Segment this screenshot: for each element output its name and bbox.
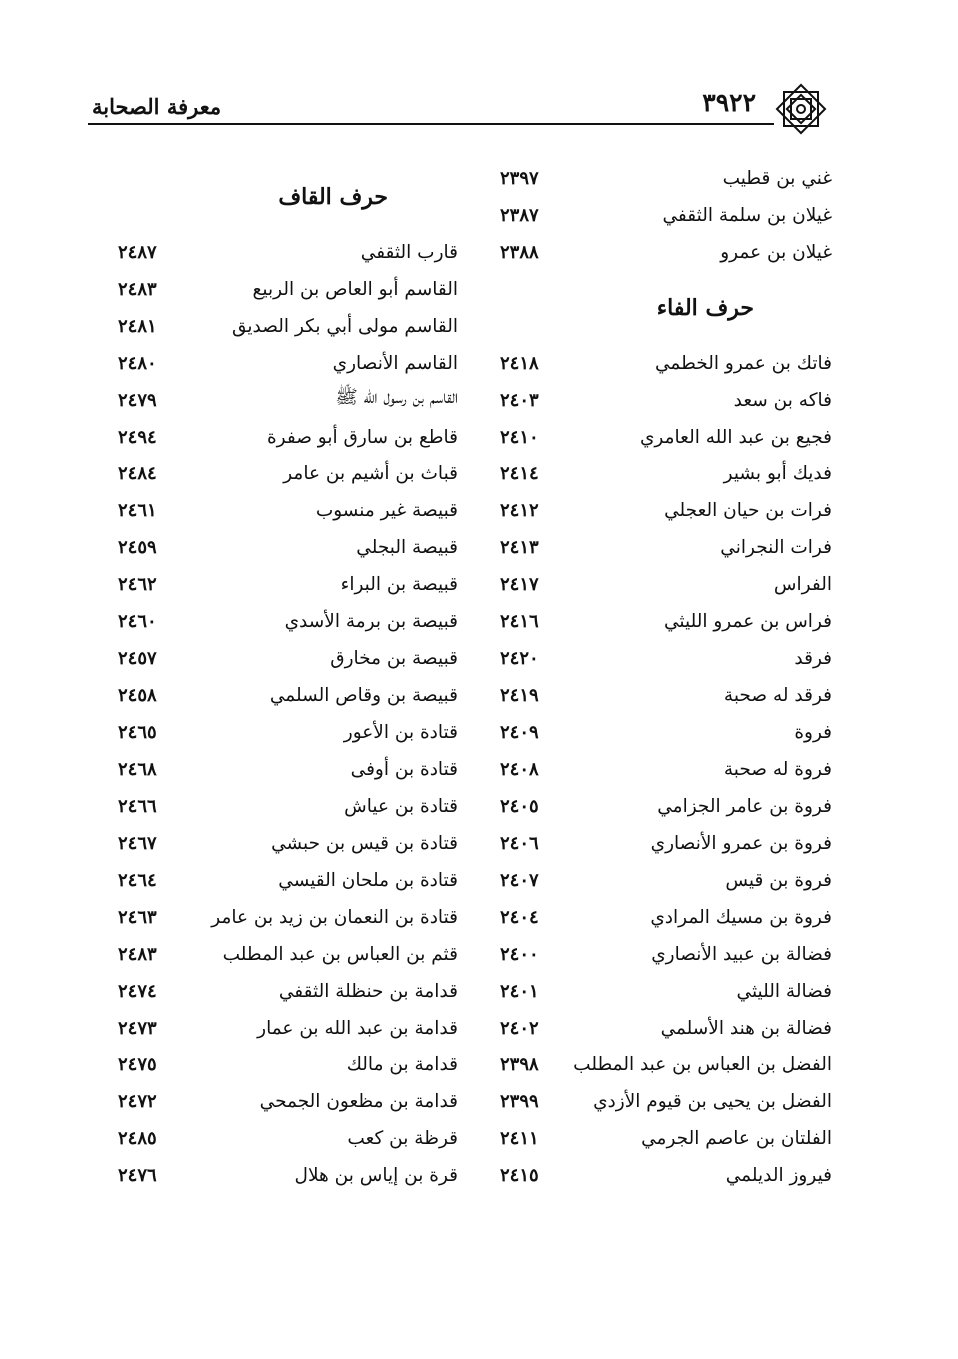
entry-number: ٢٤٨٧ bbox=[118, 241, 157, 263]
left-column bbox=[118, 160, 458, 1194]
entry-name: القاسم الأنصاري bbox=[332, 352, 458, 374]
entry-name: غيلان بن عمرو bbox=[720, 241, 832, 263]
list-item bbox=[500, 640, 832, 677]
entry-name: قارب الثقفي bbox=[360, 241, 458, 263]
entry-number: ٢٤٦٣ bbox=[118, 906, 157, 928]
list-item bbox=[118, 419, 458, 456]
entry-number: ٢٤١٨ bbox=[500, 352, 539, 374]
list-item bbox=[118, 492, 458, 529]
entry-number: ٢٤٦٤ bbox=[118, 869, 157, 891]
list-item bbox=[118, 456, 458, 493]
list-item bbox=[500, 1083, 832, 1120]
list-item bbox=[118, 973, 458, 1010]
entry-name: قبيصة غير منسوب bbox=[315, 500, 458, 522]
entry-number: ٢٤٧٥ bbox=[118, 1054, 157, 1076]
list-item bbox=[118, 1083, 458, 1120]
list-item bbox=[500, 419, 832, 456]
entry-name: قثم بن العباس بن عبد المطلب bbox=[222, 943, 458, 965]
entry-name: القاسم مولى أبي بكر الصديق bbox=[231, 315, 458, 337]
list-item bbox=[118, 1157, 458, 1194]
list-item bbox=[118, 936, 458, 973]
entry-name: فاتك بن عمرو الخطمي bbox=[655, 352, 832, 374]
entry-name: قتادة بن ملحان القيسي bbox=[278, 869, 458, 891]
entry-name: قرظة بن كعب bbox=[347, 1128, 458, 1150]
entry-number: ٢٤٠٠ bbox=[500, 943, 539, 965]
entry-number: ٢٤١٦ bbox=[500, 611, 539, 633]
page-number: ٣٩٢٢ bbox=[702, 88, 756, 117]
list-item bbox=[118, 1120, 458, 1157]
list-item bbox=[118, 1047, 458, 1084]
entry-number: ٢٤٦١ bbox=[118, 500, 157, 522]
entry-number: ٢٤٨٤ bbox=[118, 463, 157, 485]
entry-name: فرقد bbox=[794, 648, 832, 670]
entry-name: قدامة بن مظعون الجمحي bbox=[259, 1091, 458, 1113]
list-item bbox=[500, 899, 832, 936]
list-item bbox=[118, 529, 458, 566]
entry-number: ٢٤٠٤ bbox=[500, 906, 539, 928]
list-item bbox=[118, 603, 458, 640]
entry-name: قتادة بن الأعور bbox=[343, 722, 458, 744]
entry-name: فروة بن عامر الجزامي bbox=[657, 795, 832, 817]
entry-name: قدامة بن حنظلة الثقفي bbox=[278, 980, 458, 1002]
list-item bbox=[118, 308, 458, 345]
entry-number: ٢٤٠٦ bbox=[500, 832, 539, 854]
entry-number: ٢٤٦٦ bbox=[118, 795, 157, 817]
entry-name: فاكه بن سعد bbox=[733, 389, 832, 411]
entry-number: ٢٤٠٥ bbox=[500, 795, 539, 817]
right-column bbox=[500, 160, 832, 1194]
book-title: معرفة الصحابة bbox=[92, 94, 222, 119]
entry-number: ٢٤١٠ bbox=[500, 426, 539, 448]
entry-name: فضالة الليثي bbox=[736, 980, 832, 1002]
entry-name: فديك أبو بشير bbox=[723, 463, 832, 485]
entry-number: ٢٤٧٢ bbox=[118, 1091, 157, 1113]
list-item bbox=[500, 345, 832, 382]
entry-name: غيلان بن سلمة الثقفي bbox=[662, 204, 832, 226]
entry-name: فضالة بن عبيد الأنصاري bbox=[651, 943, 832, 965]
entry-name: قتادة بن أوفى bbox=[350, 758, 458, 780]
entry-name: فيروز الديلمي bbox=[725, 1165, 832, 1187]
entry-number: ٢٤٨٥ bbox=[118, 1128, 157, 1150]
list-item bbox=[118, 825, 458, 862]
entry-number: ٢٤٠١ bbox=[500, 980, 539, 1002]
list-item bbox=[500, 677, 832, 714]
list-item bbox=[500, 160, 832, 197]
entry-name: غني بن قطيب bbox=[722, 167, 832, 189]
entry-number: ٢٤٦٧ bbox=[118, 832, 157, 854]
entry-number: ٢٤٨٠ bbox=[118, 352, 157, 374]
list-item bbox=[500, 1120, 832, 1157]
entry-number: ٢٤٦٨ bbox=[118, 758, 157, 780]
entry-number: ٢٤٨٣ bbox=[118, 278, 157, 300]
list-item bbox=[500, 825, 832, 862]
list-item bbox=[118, 640, 458, 677]
entry-name: قاطع بن سارق أبو صفرة bbox=[266, 426, 458, 448]
entry-number: ٢٤٠٢ bbox=[500, 1017, 539, 1039]
entry-name: قبيصة بن برمة الأسدي bbox=[284, 611, 458, 633]
entry-number: ٢٤٨٣ bbox=[118, 943, 157, 965]
list-item bbox=[500, 1010, 832, 1047]
entry-name: فروة له صحبة bbox=[723, 758, 832, 780]
entry-number: ٢٤١٥ bbox=[500, 1165, 539, 1187]
entry-number: ٢٤٠٩ bbox=[500, 722, 539, 744]
entry-name: القاسم أبو العاص بن الربيع bbox=[252, 278, 458, 300]
entry-name: قبيصة البجلي bbox=[356, 537, 458, 559]
list-item bbox=[118, 862, 458, 899]
list-item bbox=[118, 899, 458, 936]
entry-number: ٢٤٠٣ bbox=[500, 389, 539, 411]
entry-name: قبيصة بن البراء bbox=[340, 574, 458, 596]
entry-number: ٢٤١٢ bbox=[500, 500, 539, 522]
entry-number: ٢٣٩٩ bbox=[500, 1091, 539, 1113]
list-item bbox=[118, 345, 458, 382]
entry-number: ٢٤٧٣ bbox=[118, 1017, 157, 1039]
entry-number: ٢٤٦٥ bbox=[118, 722, 157, 744]
list-item bbox=[118, 788, 458, 825]
list-item bbox=[500, 751, 832, 788]
entry-number: ٢٣٩٧ bbox=[500, 167, 539, 189]
entry-number: ٢٤١٣ bbox=[500, 537, 539, 559]
list-item bbox=[500, 234, 832, 271]
entry-name: فراس بن عمرو الليثي bbox=[663, 611, 832, 633]
entry-number: ٢٤٠٨ bbox=[500, 758, 539, 780]
entry-name: قتادة بن قيس بن حبشي bbox=[271, 832, 458, 854]
entry-name: فضالة بن هند الأسلمي bbox=[660, 1017, 832, 1039]
entry-name: فروة bbox=[794, 722, 832, 744]
entries-list bbox=[118, 234, 458, 1194]
entry-number: ٢٤١٧ bbox=[500, 574, 539, 596]
entry-number: ٢٤٥٧ bbox=[118, 648, 157, 670]
list-item bbox=[118, 234, 458, 271]
entry-name: فروة بن قيس bbox=[725, 869, 832, 891]
entry-name: الفراس bbox=[773, 574, 832, 596]
list-item bbox=[500, 973, 832, 1010]
list-item bbox=[118, 1010, 458, 1047]
entry-number: ٢٤٨١ bbox=[118, 315, 157, 337]
list-item bbox=[500, 714, 832, 751]
entry-number: ٢٤١٩ bbox=[500, 685, 539, 707]
list-item bbox=[500, 603, 832, 640]
entry-number: ٢٤٩٤ bbox=[118, 426, 157, 448]
header-rule bbox=[88, 123, 774, 125]
list-item bbox=[500, 529, 832, 566]
entry-name: قدامة بن مالك bbox=[346, 1054, 458, 1076]
entry-number: ٢٤٧٦ bbox=[118, 1165, 157, 1187]
entry-name: فروة بن عمرو الأنصاري bbox=[650, 832, 832, 854]
list-item bbox=[500, 197, 832, 234]
entries-list bbox=[500, 345, 832, 1195]
entry-number: ٢٤٦٢ bbox=[118, 574, 157, 596]
entry-name: قبيصة بن مخارق bbox=[330, 648, 458, 670]
list-item bbox=[118, 382, 458, 419]
entry-name: الفضل بن العباس بن عبد المطلب bbox=[573, 1054, 832, 1076]
list-item bbox=[500, 862, 832, 899]
list-item bbox=[500, 1047, 832, 1084]
entry-number: ٢٤٧٤ bbox=[118, 980, 157, 1002]
entry-name: قدامة بن عبد الله بن عمار bbox=[257, 1017, 458, 1039]
list-item bbox=[500, 566, 832, 603]
entry-number: ٢٤٥٨ bbox=[118, 685, 157, 707]
entry-number: ٢٤٧٩ bbox=[118, 389, 157, 411]
entry-name: الفضل بن يحيى بن قيوم الأزدي bbox=[593, 1091, 832, 1113]
page-header bbox=[88, 80, 830, 130]
list-item bbox=[118, 271, 458, 308]
entry-number: ٢٤١٤ bbox=[500, 463, 539, 485]
list-item bbox=[500, 492, 832, 529]
entry-name: الفلتان بن عاصم الجرمي bbox=[641, 1128, 832, 1150]
entry-number: ٢٣٨٨ bbox=[500, 241, 539, 263]
entry-name: قتادة بن النعمان بن زيد بن عامر bbox=[211, 906, 458, 928]
entry-number: ٢٤٥٩ bbox=[118, 537, 157, 559]
section-heading-fa: حرف الفاء bbox=[656, 294, 754, 321]
list-item bbox=[500, 456, 832, 493]
list-item bbox=[118, 751, 458, 788]
entry-name: فرات بن حيان العجلي bbox=[664, 500, 832, 522]
list-item bbox=[500, 1157, 832, 1194]
entry-number: ٢٣٩٨ bbox=[500, 1054, 539, 1076]
entry-number: ٢٣٨٧ bbox=[500, 204, 539, 226]
entry-name: قباث بن أشيم بن عامر bbox=[283, 463, 458, 485]
list-item bbox=[500, 382, 832, 419]
entry-number: ٢٤٦٠ bbox=[118, 611, 157, 633]
entry-number: ٢٤٢٠ bbox=[500, 648, 539, 670]
entry-number: ٢٤١١ bbox=[500, 1128, 539, 1150]
list-item bbox=[118, 714, 458, 751]
section-heading-qaf: حرف القاف bbox=[278, 183, 388, 210]
entry-name: فروة بن مسيك المرادي bbox=[650, 906, 832, 928]
list-item bbox=[118, 566, 458, 603]
entry-name: القاسم بن رسول الله ﷺ bbox=[335, 387, 458, 409]
entry-name: فرقد له صحبة bbox=[723, 685, 832, 707]
list-item bbox=[500, 936, 832, 973]
entry-name: قرة بن إياس بن هلال bbox=[294, 1165, 458, 1187]
entry-name: قبيصة بن وقاص السلمي bbox=[269, 685, 458, 707]
list-item bbox=[118, 677, 458, 714]
list-item bbox=[500, 788, 832, 825]
entry-name: فرات النجراني bbox=[720, 537, 832, 559]
entry-name: فجيع بن عبد الله العامري bbox=[639, 426, 832, 448]
star-ornament-icon bbox=[772, 80, 830, 138]
entry-name: قتادة بن عياش bbox=[344, 795, 458, 817]
entry-number: ٢٤٠٧ bbox=[500, 869, 539, 891]
